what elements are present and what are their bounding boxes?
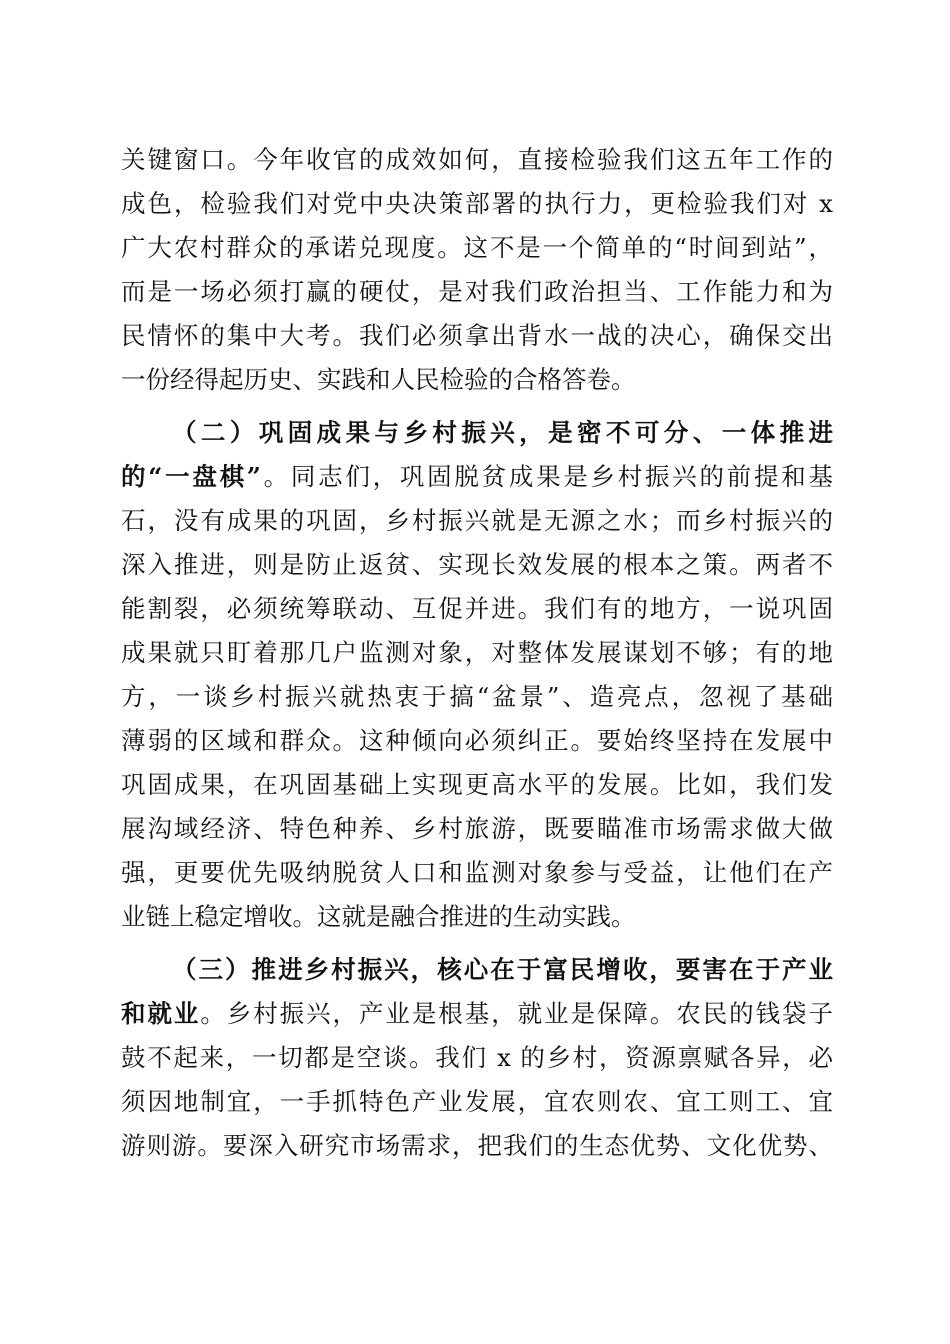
text-line: 须因地制宜，一手抓特色产业发展，宜农则农、宜工则工、宜 bbox=[121, 1087, 833, 1116]
text-line: 而是一场必须打赢的硬仗，是对我们政治担当、工作能力和为 bbox=[121, 277, 833, 306]
text-line: 业链上稳定增收。这就是融合推进的生动实践。 bbox=[121, 902, 636, 931]
text-line: 成色，检验我们对党中央决策部署的执行力，更检验我们对 x bbox=[121, 189, 833, 218]
text-line: 石，没有成果的巩固，乡村振兴就是无源之水；而乡村振兴的 bbox=[121, 506, 833, 535]
text-line: 成果就只盯着那几户监测对象，对整体发展谋划不够；有的地 bbox=[121, 638, 833, 667]
text-line: 的“一盘棋”。同志们，巩固脱贫成果是乡村振兴的前提和基 bbox=[121, 462, 834, 491]
text-line: 方，一谈乡村振兴就热衷于搞“盆景”、造亮点，忽视了基础 bbox=[121, 682, 833, 711]
text-line: 民情怀的集中大考。我们必须拿出背水一战的决心，确保交出 bbox=[121, 321, 833, 350]
text-line: 能割裂，必须统筹联动、互促并进。我们有的地方，一说巩固 bbox=[121, 594, 833, 623]
text-line: 薄弱的区域和群众。这种倾向必须纠正。要始终坚持在发展中 bbox=[121, 726, 833, 755]
text-line: 关键窗口。今年收官的成效如何，直接检验我们这五年工作的 bbox=[121, 145, 833, 174]
text-line: 展沟域经济、特色种养、乡村旅游，既要瞄准市场需求做大做 bbox=[121, 814, 833, 843]
text-line: 深入推进，则是防止返贫、实现长效发展的根本之策。两者不 bbox=[121, 550, 833, 579]
text-line: 鼓不起来，一切都是空谈。我们 x 的乡村，资源禀赋各异，必 bbox=[121, 1043, 833, 1072]
text-line: 巩固成果，在巩固基础上实现更高水平的发展。比如，我们发 bbox=[121, 770, 833, 799]
text-line: 广大农村群众的承诺兑现度。这不是一个简单的“时间到站”， bbox=[121, 233, 833, 262]
text-line: 和就业。乡村振兴，产业是根基，就业是保障。农民的钱袋子 bbox=[121, 999, 833, 1028]
section-heading-line: （三）推进乡村振兴，核心在于富民增收，要害在于产业 bbox=[172, 955, 833, 984]
text-line: 一份经得起历史、实践和人民检验的合格答卷。 bbox=[121, 365, 636, 394]
section-heading-line: （二）巩固成果与乡村振兴，是密不可分、一体推进 bbox=[172, 418, 833, 447]
text-line: 游则游。要深入研究市场需求，把我们的生态优势、文化优势、 bbox=[121, 1131, 833, 1160]
text-line: 强，更要优先吸纳脱贫人口和监测对象参与受益，让他们在产 bbox=[121, 858, 833, 887]
